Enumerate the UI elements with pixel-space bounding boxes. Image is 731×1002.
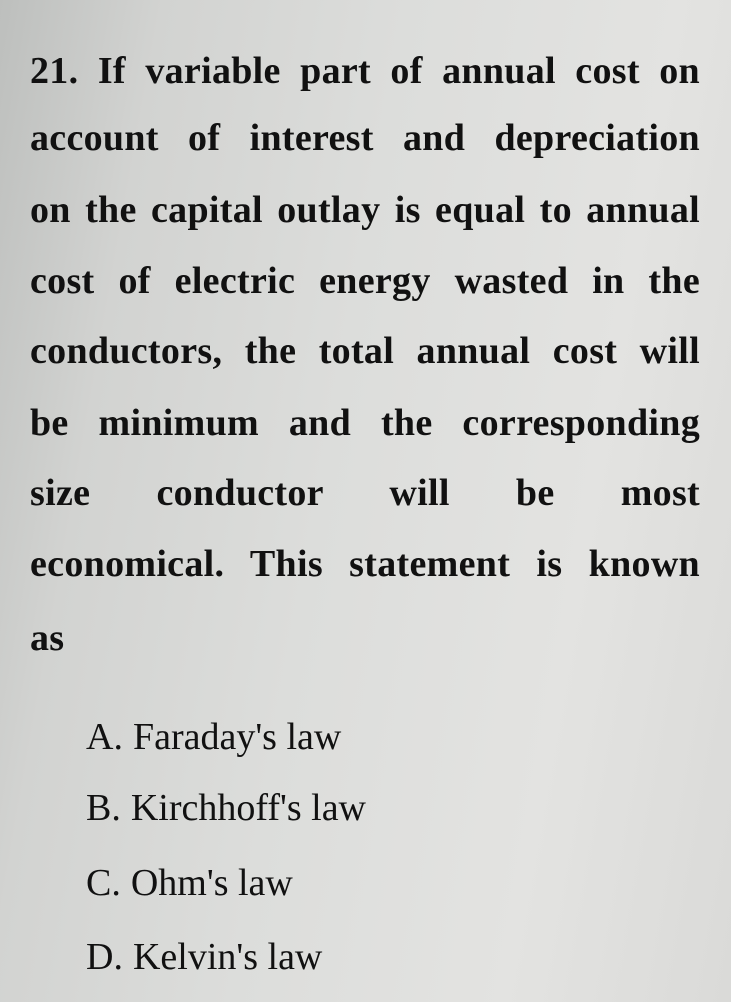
question-line-6: be minimum and the corresponding: [30, 402, 700, 444]
question-line-1: 21. If variable part of annual cost on: [30, 50, 700, 92]
question-line-2: account of interest and depreciation: [30, 117, 700, 159]
question-line-5: conductors, the total annual cost will: [30, 330, 700, 372]
option-b-letter: B.: [86, 787, 121, 829]
option-a-letter: A.: [86, 716, 123, 758]
option-b-text: Kirchhoff's law: [130, 787, 367, 829]
option-c-letter: C.: [86, 862, 121, 904]
option-a-text: Faraday's law: [132, 716, 342, 758]
option-d-text: Kelvin's law: [132, 936, 323, 978]
option-b[interactable]: [86, 785, 366, 831]
option-d-letter: D.: [86, 936, 123, 978]
option-a[interactable]: [86, 714, 341, 760]
option-c[interactable]: [86, 860, 293, 906]
option-d[interactable]: [86, 934, 322, 980]
question-line-7: size conductor will be most: [30, 472, 700, 514]
question-line-3: on the capital outlay is equal to annual: [30, 189, 700, 231]
question-line-4: cost of electric energy wasted in the: [30, 260, 700, 302]
question-line-9: as: [30, 617, 65, 659]
question-line-8: economical. This statement is known: [30, 543, 700, 585]
option-c-text: Ohm's law: [130, 862, 293, 904]
